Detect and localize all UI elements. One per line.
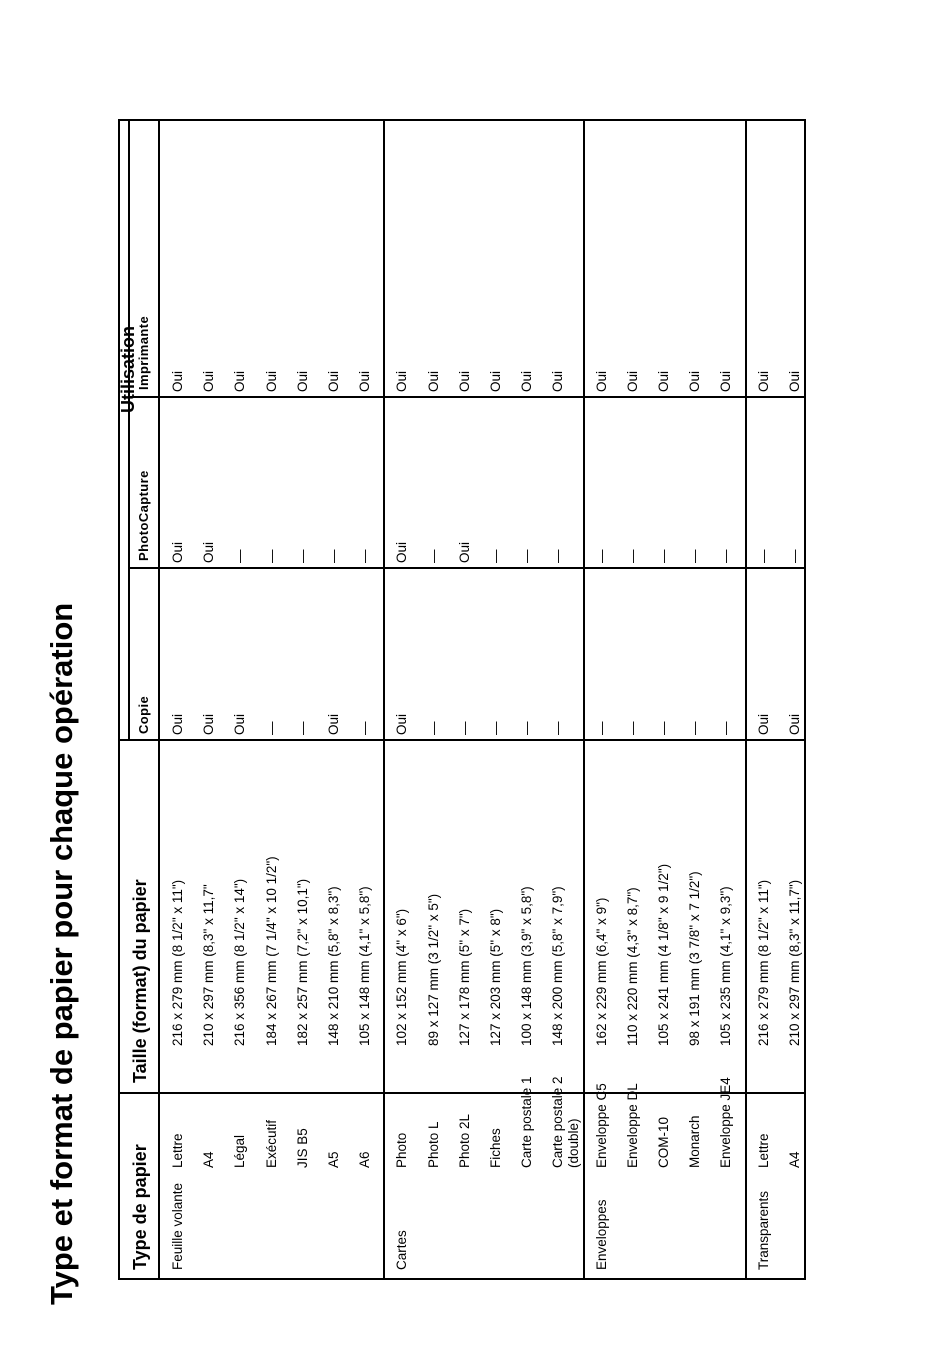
- group-divider: [745, 121, 747, 1278]
- printer-cell: Oui: [786, 370, 802, 392]
- paper-size-cell: 98 x 191 mm (3 7/8" x 7 1/2"): [687, 871, 703, 1046]
- paper-size-cell: 100 x 148 mm (3,9" x 5,8"): [519, 886, 535, 1046]
- photocapture-cell: —: [263, 549, 279, 563]
- copy-cell: —: [488, 721, 503, 735]
- photocapture-cell: —: [687, 549, 703, 563]
- paper-name-cell-line2: (double): [566, 1118, 582, 1168]
- copy-cell: Oui: [232, 713, 248, 735]
- paper-size-cell: 110 x 220 mm (4,3" x 8,7"): [624, 887, 640, 1046]
- paper-name-cell: A4: [786, 1151, 802, 1168]
- copy-cell: —: [624, 721, 640, 735]
- paper-size-cell: 184 x 267 mm (7 1/4" x 10 1/2"): [263, 856, 279, 1046]
- paper-name-cell: A4: [201, 1151, 217, 1168]
- photocapture-cell: —: [624, 549, 640, 563]
- paper-size-cell: 210 x 297 mm (8,3" x 11,7": [201, 884, 217, 1046]
- paper-size-cell: 102 x 152 mm (4" x 6"): [394, 908, 410, 1046]
- header-size: Taille (format) du papier: [130, 879, 150, 1083]
- header-photocapture: PhotoCapture: [136, 470, 151, 561]
- photocapture-cell: —: [550, 549, 566, 563]
- photocapture-cell: —: [294, 549, 310, 563]
- paper-type-cell: Feuille volante: [170, 1182, 185, 1270]
- group-divider: [383, 121, 385, 1278]
- paper-size-cell: 127 x 178 mm (5" x 7"): [456, 908, 472, 1046]
- printer-cell: Oui: [425, 370, 441, 392]
- paper-size-cell: 182 x 257 mm (7,2" x 10,1"): [294, 878, 310, 1046]
- photocapture-cell: Oui: [456, 541, 472, 563]
- paper-name-cell: Carte postale 1: [519, 1076, 535, 1168]
- col-divider-usage: [120, 739, 804, 741]
- photocapture-cell: —: [425, 549, 441, 563]
- copy-cell: —: [263, 721, 279, 735]
- paper-name-cell: Lettre: [170, 1133, 185, 1168]
- copy-cell: Oui: [786, 713, 802, 735]
- copy-cell: —: [718, 721, 734, 735]
- paper-name-cell: Carte postale 2: [550, 1076, 566, 1168]
- paper-size-cell: 127 x 203 mm (5" x 8"): [488, 908, 503, 1046]
- paper-size-cell: 210 x 297 mm (8,3" x 11,7"): [786, 879, 802, 1046]
- group-divider: [583, 121, 585, 1278]
- paper-name-cell: Lettre: [755, 1133, 771, 1168]
- printer-cell: Oui: [201, 370, 217, 392]
- printer-cell: Oui: [488, 370, 503, 392]
- paper-name-cell: A5: [326, 1151, 341, 1168]
- col-divider-photocapture: [130, 567, 804, 569]
- paper-size-cell: 105 x 235 mm (4,1" x 9,3"): [718, 886, 734, 1046]
- photocapture-cell: —: [593, 549, 609, 563]
- printer-cell: Oui: [593, 370, 609, 392]
- copy-cell: —: [357, 721, 373, 735]
- paper-size-cell: 148 x 210 mm (5,8" x 8,3"): [326, 886, 341, 1046]
- photocapture-cell: —: [786, 549, 802, 563]
- paper-size-cell: 216 x 356 mm (8 1/2" x 14"): [232, 878, 248, 1046]
- printer-cell: Oui: [263, 370, 279, 392]
- printer-cell: Oui: [357, 370, 373, 392]
- paper-size-cell: 216 x 279 mm (8 1/2" x 11"): [755, 879, 771, 1046]
- paper-name-cell: Légal: [232, 1134, 248, 1168]
- printer-cell: Oui: [394, 370, 410, 392]
- paper-size-cell: 105 x 241 mm (4 1/8" x 9 1/2"): [656, 863, 671, 1046]
- page-title: Type et format de papier pour chaque opération: [44, 602, 79, 1305]
- col-divider-printer: [130, 396, 804, 398]
- printer-cell: Oui: [755, 370, 771, 392]
- paper-name-cell: Photo: [394, 1132, 410, 1168]
- paper-type-cell: Cartes: [394, 1230, 410, 1270]
- paper-size-cell: 216 x 279 mm (8 1/2" x 11"): [170, 879, 185, 1046]
- paper-size-cell: 162 x 229 mm (6,4" x 9"): [593, 897, 609, 1046]
- printer-cell: Oui: [624, 370, 640, 392]
- photocapture-cell: Oui: [170, 541, 185, 563]
- header-printer: Imprimante: [136, 315, 151, 390]
- printer-cell: Oui: [170, 370, 185, 392]
- photocapture-cell: Oui: [201, 541, 217, 563]
- copy-cell: Oui: [394, 713, 410, 735]
- printer-cell: Oui: [519, 370, 535, 392]
- copy-cell: Oui: [326, 713, 341, 735]
- photocapture-cell: —: [656, 549, 671, 563]
- printer-cell: Oui: [456, 370, 472, 392]
- paper-name-cell: JIS B5: [294, 1128, 310, 1168]
- printer-cell: Oui: [294, 370, 310, 392]
- paper-size-cell: 105 x 148 mm (4,1" x 5,8"): [357, 886, 373, 1046]
- paper-name-cell: Monarch: [687, 1115, 703, 1168]
- copy-cell: —: [593, 721, 609, 735]
- photocapture-cell: —: [488, 549, 503, 563]
- paper-type-table: [118, 119, 806, 1280]
- copy-cell: Oui: [755, 713, 771, 735]
- photocapture-cell: —: [718, 549, 734, 563]
- usage-subheader-line: [128, 121, 130, 741]
- paper-type-cell: Enveloppes: [593, 1199, 609, 1270]
- paper-name-cell: Exécutif: [263, 1119, 279, 1168]
- printer-cell: Oui: [687, 370, 703, 392]
- photocapture-cell: —: [232, 549, 248, 563]
- copy-cell: —: [519, 721, 535, 735]
- paper-name-cell: Enveloppe JE4: [718, 1077, 734, 1168]
- printer-cell: Oui: [550, 370, 566, 392]
- photocapture-cell: —: [326, 549, 341, 563]
- header-usage: Utilisation: [118, 325, 138, 413]
- photocapture-cell: —: [519, 549, 535, 563]
- copy-cell: —: [456, 721, 472, 735]
- paper-name-cell: Photo L: [425, 1121, 441, 1168]
- photocapture-cell: —: [755, 549, 771, 563]
- paper-type-cell: Transparents: [755, 1190, 771, 1270]
- paper-size-cell: 89 x 127 mm (3 1/2" x 5"): [425, 893, 441, 1046]
- paper-name-cell: Fiches: [488, 1128, 503, 1168]
- printer-cell: Oui: [232, 370, 248, 392]
- copy-cell: —: [656, 721, 671, 735]
- header-type: Type de papier: [130, 1144, 150, 1270]
- copy-cell: —: [425, 721, 441, 735]
- copy-cell: —: [687, 721, 703, 735]
- photocapture-cell: —: [357, 549, 373, 563]
- paper-name-cell: Enveloppe DL: [624, 1083, 640, 1168]
- copy-cell: —: [294, 721, 310, 735]
- paper-name-cell: Enveloppe C5: [593, 1083, 609, 1168]
- copy-cell: Oui: [170, 713, 185, 735]
- copy-cell: —: [550, 721, 566, 735]
- col-divider-type: [120, 1092, 804, 1094]
- paper-name-cell: A6: [357, 1151, 373, 1168]
- printer-cell: Oui: [326, 370, 341, 392]
- paper-name-cell: Photo 2L: [456, 1113, 472, 1168]
- copy-cell: Oui: [201, 713, 217, 735]
- printer-cell: Oui: [718, 370, 734, 392]
- header-bottom-line: [158, 121, 160, 1278]
- paper-name-cell: COM-10: [656, 1116, 671, 1168]
- paper-size-cell: 148 x 200 mm (5,8" x 7,9"): [550, 886, 566, 1046]
- photocapture-cell: Oui: [394, 541, 410, 563]
- header-copy: Copie: [136, 695, 151, 734]
- printer-cell: Oui: [656, 370, 671, 392]
